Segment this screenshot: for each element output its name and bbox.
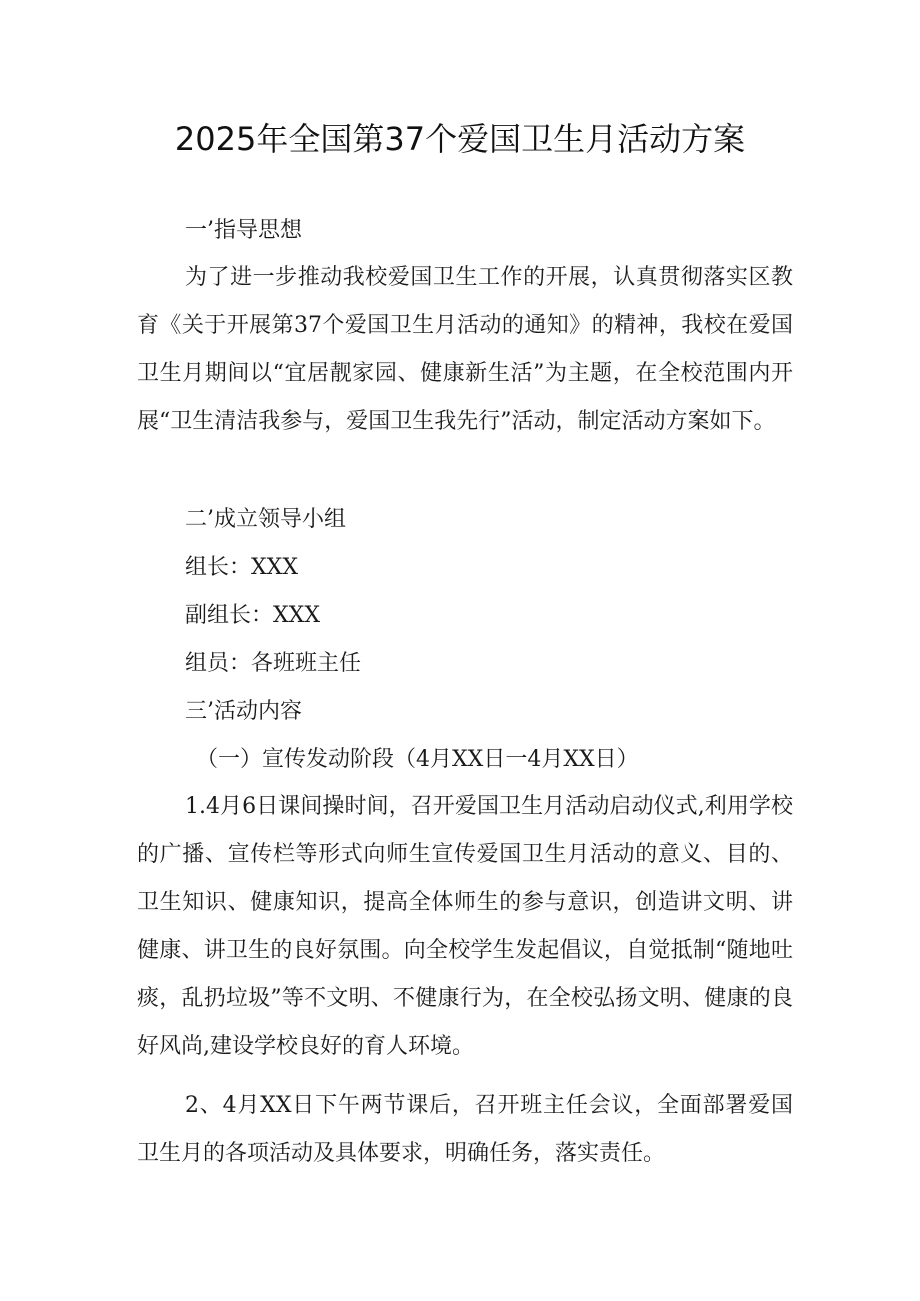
section-heading-activity-content: 三’活动内容 xyxy=(185,699,302,724)
activity-item-1: 1.4月6日课间操时间，召开爱国卫生月活动启动仪式,利用学校的广播、宣传栏等形式向师生宣传爱国卫生月活动的意义、目的、卫生知识、健康知识，提高全体师生的参与意识，创造讲文明、讲健康、讲卫生的良好氛围。向全校学生发起倡议，自觉抵制“随地吐痰，乱扔垃圾”等不文明、不健康行为，在全校弘扬文明、健康的良好风尚,建设学校良好的育人环境。 xyxy=(137,794,793,1059)
document-title: 2025年全国第37个爱国卫生月活动方案 xyxy=(174,120,746,158)
activity-item-2: 2、4月XX日下午两节课后，召开班主任会议，全面部署爱国卫生月的各项活动及具体要求，明确任务，落实责任。 xyxy=(137,1093,793,1166)
guiding-ideology-paragraph: 为了进一步推动我校爱国卫生工作的开展，认真贯彻落实区教育《关于开展第37个爱国卫生月活动的通知》的精神，我校在爱国卫生月期间以“宜居靓家园、健康新生活”为主题，在全校范围内开展“卫生清洁我参与，爱国卫生我先行”活动，制定活动方案如下。 xyxy=(137,265,793,434)
deputy-leader-line: 副组长：XXX xyxy=(185,603,320,628)
section-heading-guiding-ideology: 一’指导思想 xyxy=(185,218,302,243)
group-leader-line: 组长：XXX xyxy=(185,555,298,580)
stage-heading-publicity: （一）宣传发动阶段（4月XX日一4月XX日） xyxy=(196,747,639,772)
group-members-line: 组员：各班班主任 xyxy=(185,651,362,676)
section-heading-leadership-group: 二’成立领导小组 xyxy=(185,507,346,532)
